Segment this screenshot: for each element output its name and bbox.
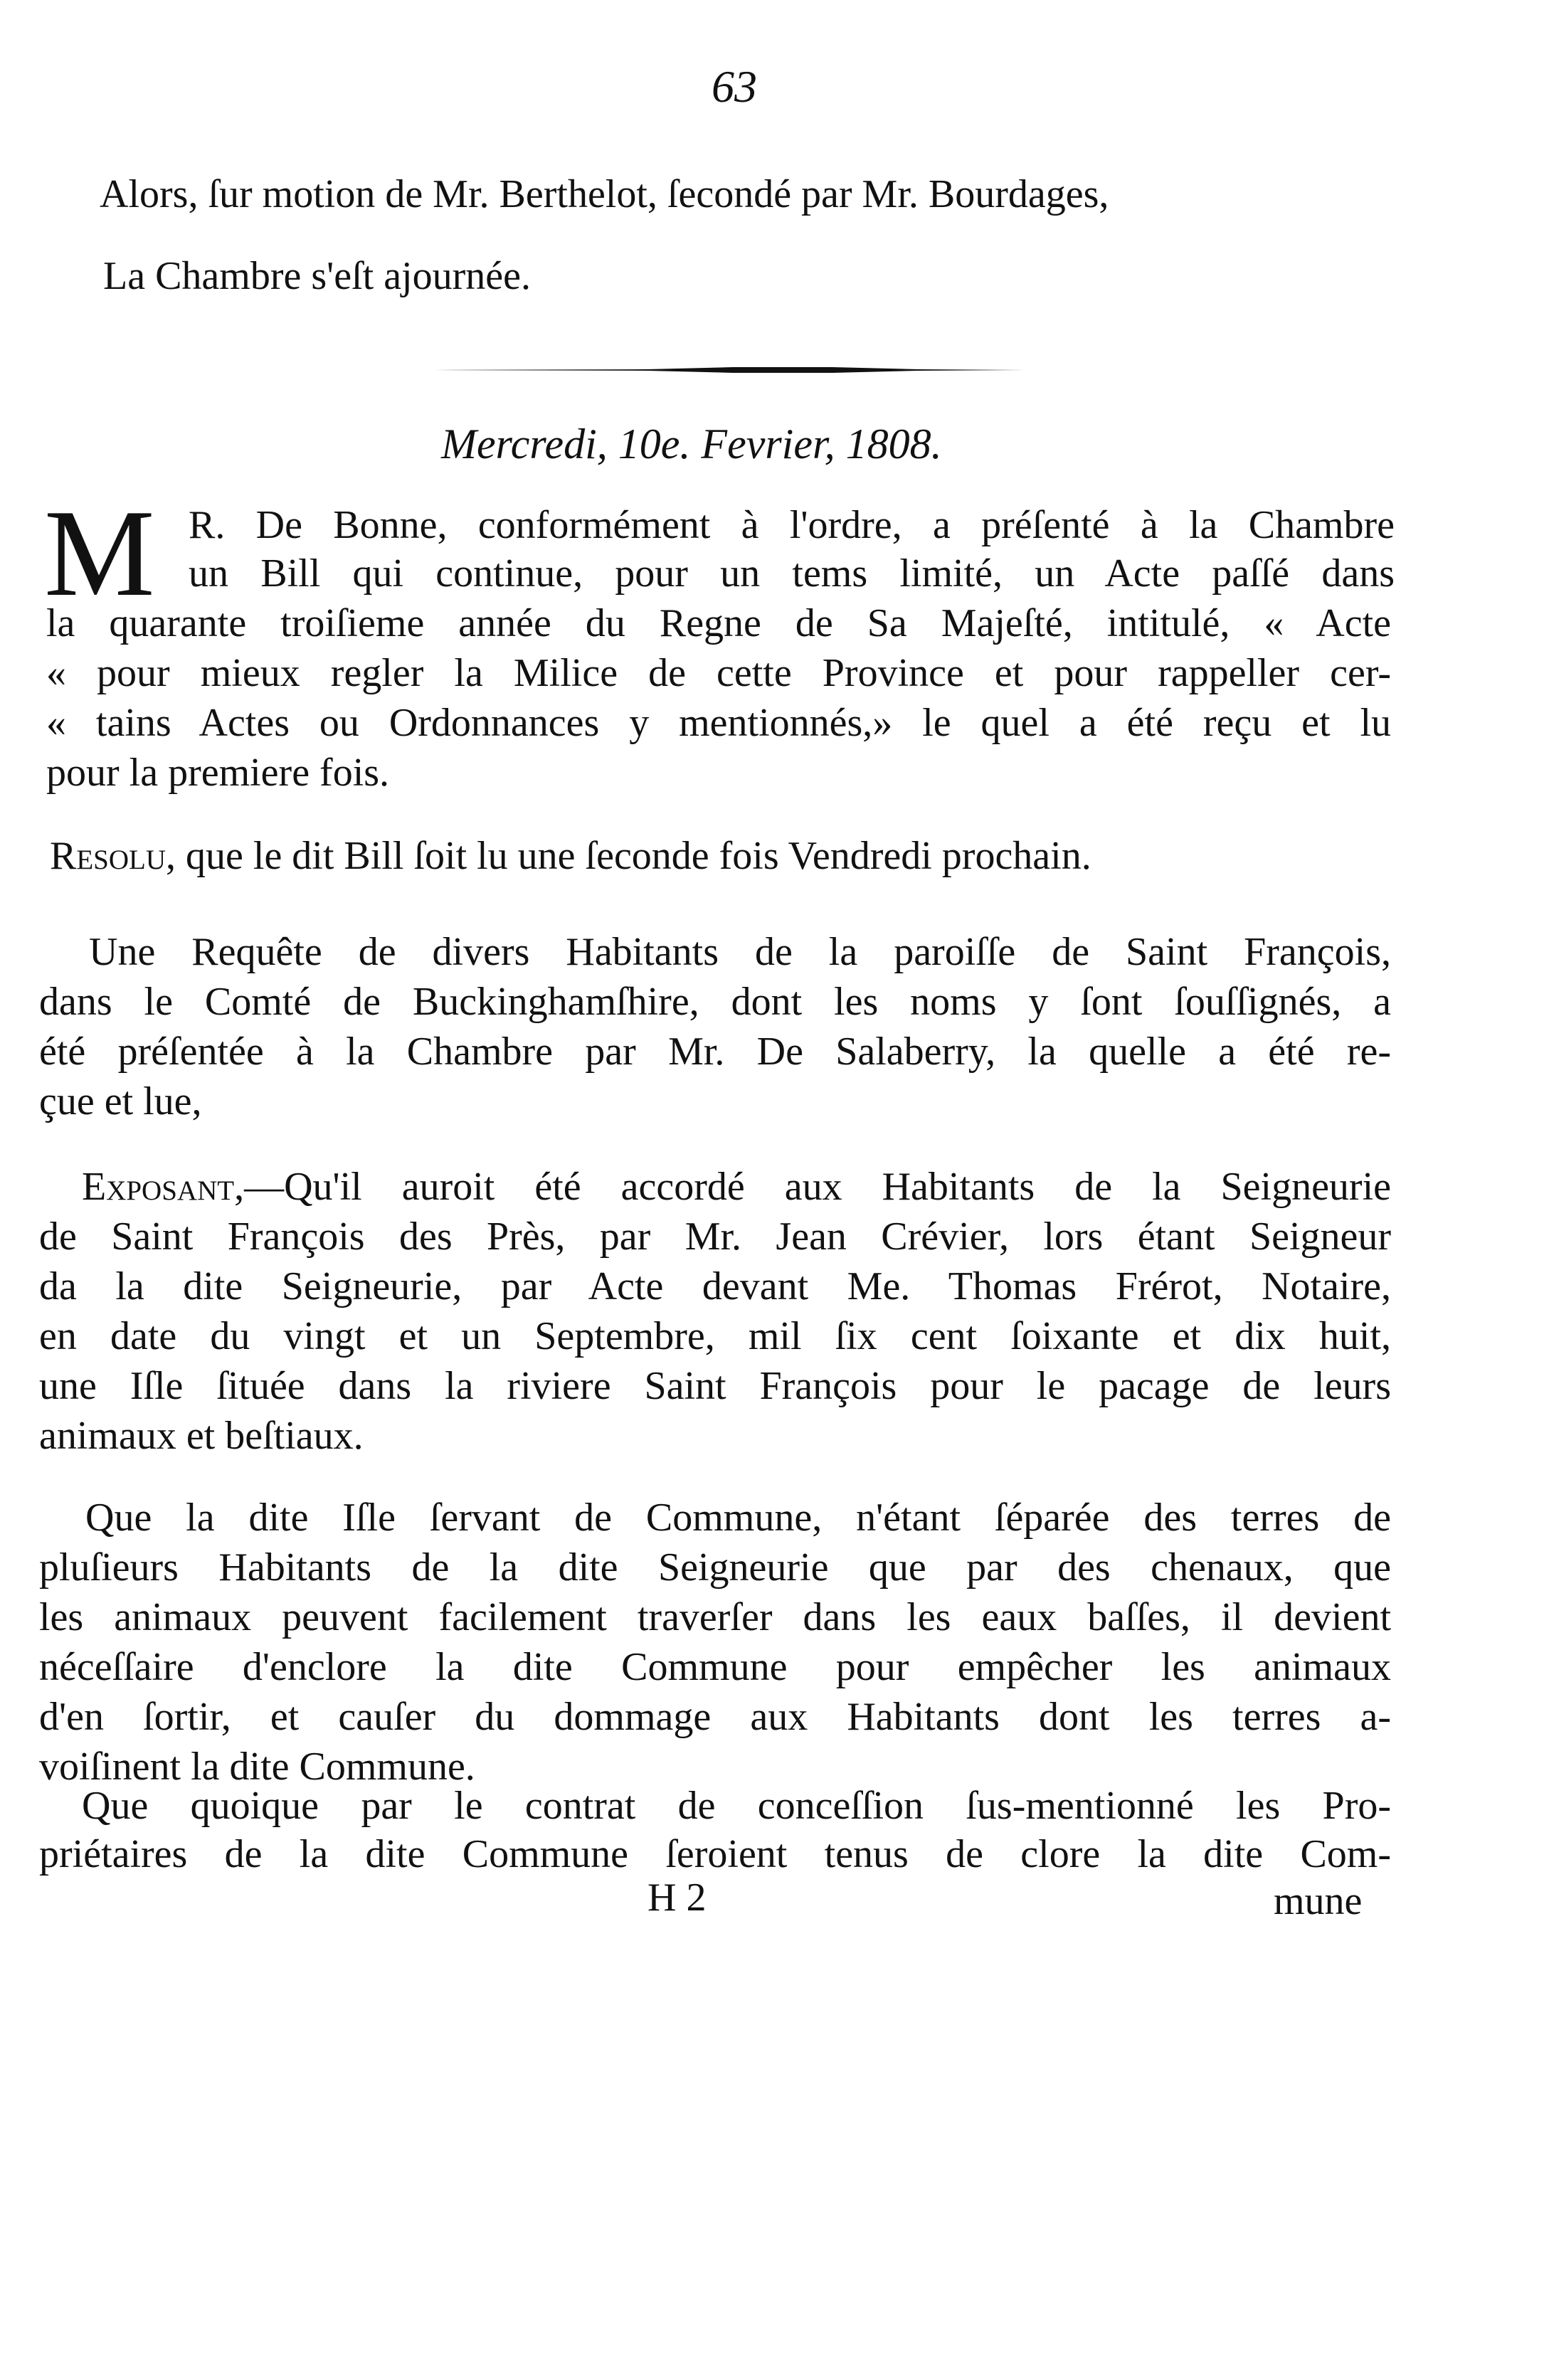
para4-line-6: voiſinent la dite Commune. [39, 1745, 475, 1789]
para3-line-1 [82, 1163, 1391, 1210]
para3-line-4-text: en date du vingt et un Septembre, mil ſix cent ſoixante et dix huit, [39, 1314, 1391, 1358]
section-divider-rule [434, 366, 1025, 374]
para4-line-3-text: les animaux peuvent facilement traverſer dans les eaux baſſes, il devient [39, 1595, 1391, 1639]
para2-line-2 [39, 978, 1391, 1025]
para3-line-2 [39, 1213, 1391, 1260]
para4-line-4 [39, 1644, 1391, 1691]
para4-line-5 [39, 1693, 1391, 1740]
para3-line-6: animaux et beſtiaux. [39, 1414, 364, 1458]
para3-line-5-text: une Iſle ſituée dans la riviere Saint François pour le pacage de leurs [39, 1364, 1391, 1408]
para1-line-1 [189, 502, 1395, 549]
para5-line-2 [39, 1831, 1391, 1878]
para3-line-5 [39, 1363, 1391, 1410]
para4-line-2 [39, 1544, 1391, 1591]
signature-mark: H 2 [647, 1876, 707, 1920]
para3-line-1-rest: —Qu'il auroit été accordé aux Habitants de la Seigneurie [244, 1165, 1391, 1209]
page-number: 63 [712, 61, 757, 112]
para4-line-1 [85, 1494, 1391, 1541]
para1-line-3-text: la quarante troiſieme année du Regne de Sa Majeſté, intitulé, « Acte [46, 601, 1391, 645]
para1-line-4-text: « pour mieux regler la Milice de cette Province et pour rappeller cer- [46, 651, 1391, 695]
resolu-line [50, 832, 1091, 879]
para2-line-3-text: été préſentée à la Chambre par Mr. De Salaberry, la quelle a été re- [39, 1030, 1391, 1074]
resolu-lead: Resolu, [50, 834, 176, 878]
para1-line-3 [46, 600, 1391, 647]
para5-line-1-text: Que quoique par le contrat de conceſſion ſus-mentionné les Pro- [82, 1784, 1391, 1828]
resolu-text: que le dit Bill ſoit lu une ſeconde fois Vendredi prochain. [176, 834, 1091, 878]
para4-line-3 [39, 1594, 1391, 1641]
para2-line-2-text: dans le Comté de Buckinghamſhire, dont les noms y ſont ſouſſignés, a [39, 980, 1391, 1024]
para3-line-2-text: de Saint François des Près, par Mr. Jean Crévier, lors étant Seigneur [39, 1215, 1391, 1259]
header-line-2: La Chambre s'eſt ajournée. [103, 254, 531, 298]
para3-line-1-text [82, 1163, 1391, 1210]
para1-line-5-text: « tains Actes ou Ordonnances y mentionnés,» le quel a été reçu et lu [46, 701, 1391, 745]
para2-line-3 [39, 1028, 1391, 1075]
date-heading: Mercredi, 10e. Fevrier, 1808. [441, 421, 942, 467]
para1-line-4 [46, 650, 1391, 697]
para1-line-2-text: un Bill qui continue, pour un tems limité, un Acte paſſé dans [189, 551, 1395, 596]
catchword: mune [1274, 1879, 1363, 1923]
para5-line-2-text: priétaires de la dite Commune ſeroient tenus de clore la dite Com- [39, 1832, 1391, 1876]
para1-line-5 [46, 699, 1391, 746]
para3-line-4 [39, 1313, 1391, 1360]
para4-line-5-text: d'en ſortir, et cauſer du dommage aux Habitants dont les terres a- [39, 1695, 1391, 1739]
para5-line-1 [82, 1782, 1391, 1829]
drop-cap: M [44, 484, 155, 622]
para4-line-2-text: pluſieurs Habitants de la dite Seigneurie que par des chenaux, que [39, 1545, 1391, 1590]
para2-line-4: çue et lue, [39, 1079, 202, 1123]
para4-line-1-text: Que la dite Iſle ſervant de Commune, n'étant ſéparée des terres de [85, 1496, 1391, 1540]
para3-lead: Exposant, [82, 1165, 245, 1209]
para1-line-2 [189, 550, 1395, 597]
para2-line-1 [89, 929, 1391, 975]
para4-line-4-text: néceſſaire d'enclore la dite Commune pour empêcher les animaux [39, 1645, 1391, 1689]
header-line-1: Alors, ſur motion de Mr. Berthelot, ſecondé par Mr. Bourdages, [100, 172, 1109, 216]
para3-line-3-text: da la dite Seigneurie, par Acte devant Me. Thomas Frérot, Notaire, [39, 1264, 1391, 1308]
para1-line-1-text: R. De Bonne, conformément à l'ordre, a préſenté à la Chambre [189, 503, 1395, 547]
para1-line-6: pour la premiere fois. [46, 751, 390, 795]
para2-line-1-text: Une Requête de divers Habitants de la paroiſſe de Saint François, [89, 930, 1391, 974]
para3-line-3 [39, 1263, 1391, 1310]
